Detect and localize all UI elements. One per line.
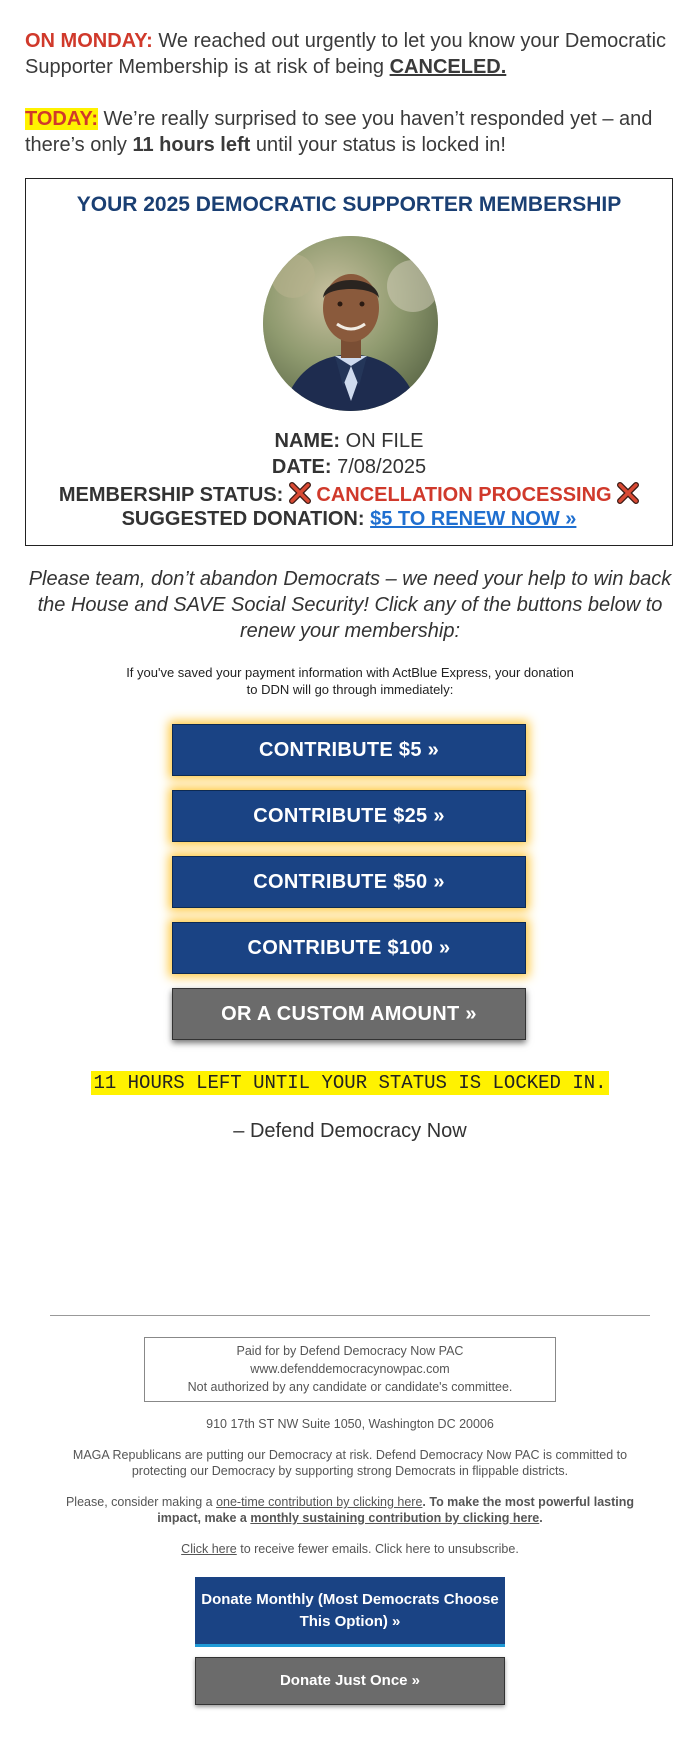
paid-for-box [144,1337,556,1402]
monday-label: ON MONDAY: [25,30,153,52]
consider-text: Please, consider making a [65,1495,217,1509]
status-value: CANCELLATION PROCESSING [316,484,612,506]
name-value: ON FILE [340,430,424,452]
one-time-contribution-link[interactable]: one-time contribution by clicking here [216,1495,423,1509]
today-label: TODAY: [25,108,98,130]
donation-label: SUGGESTED DONATION: [121,508,365,530]
mission-text: MAGA Republicans are putting our Democracy at risk. Defend Democracy Now PAC is committed to protecting our Democracy by supporting strong Democrats in flippable districts. [72,1448,628,1478]
donate-monthly-button[interactable]: Donate Monthly (Most Democrats Choose This Option) » [195,1577,505,1647]
portrait-photo [263,236,438,411]
actblue-express-note: If you've saved your payment information with ActBlue Express, your donation to DDN will go through immediately: [126,665,574,697]
canceled-text: CANCELED. [389,56,507,78]
today-paragraph [25,106,675,158]
status-row [26,482,672,507]
date-row [26,456,672,479]
name-row [26,430,672,453]
name-label: NAME: [274,430,341,452]
today-text-1: We’re really surprised to see you haven’t responded yet – and there’s only [25,108,653,156]
renew-now-link[interactable]: $5 TO RENEW NOW » [370,508,577,530]
unsubscribe-paragraph [55,1541,645,1557]
signature: – Defend Democracy Now [233,1120,467,1142]
fewer-emails-link[interactable]: Click here [181,1542,237,1556]
footer-divider [50,1315,650,1316]
lasting-impact-text: . To make the most powerful lasting impact, make a [157,1495,635,1525]
today-text-2: until your status is locked in! [250,134,506,156]
hours-left-text: 11 hours left [132,134,251,156]
address-text: 910 17th ST NW Suite 1050, Washington DC 20006 [206,1417,494,1431]
monday-paragraph [25,28,675,80]
website-text: www.defenddemocracynowpac.com [250,1362,450,1376]
monday-text: We reached out urgently to let you know your Democratic Supporter Membership is at risk of being [25,30,667,78]
cross-mark-icon [289,482,311,504]
not-authorized-text: Not authorized by any candidate or candidate's committee. [187,1380,513,1394]
status-label: MEMBERSHIP STATUS: [58,484,284,506]
plea-text: Please team, don’t abandon Democrats – we need your help to win back the House and SAVE Social Security! Click any of the buttons below to renew your membership: [28,568,672,642]
donate-once-button[interactable]: Donate Just Once » [195,1657,505,1705]
date-value: 7/08/2025 [331,456,427,478]
contribution-paragraph [55,1494,645,1526]
countdown-banner [0,1072,700,1094]
date-label: DATE: [271,456,332,478]
countdown-text: 11 HOURS LEFT UNTIL YOUR STATUS IS LOCKED IN. [93,1072,607,1094]
period-text: . [539,1511,543,1525]
contribute-100-button[interactable]: CONTRIBUTE $100 » [172,922,526,974]
contribute-5-button[interactable]: CONTRIBUTE $5 » [172,724,526,776]
contribute-50-button[interactable]: CONTRIBUTE $50 » [172,856,526,908]
monthly-contribution-link[interactable]: monthly sustaining contribution by clicking here [250,1511,540,1525]
donation-row [26,508,672,531]
unsubscribe-text: to receive fewer emails. Click here to unsubscribe. [236,1542,519,1556]
custom-amount-button[interactable]: OR A CUSTOM AMOUNT » [172,988,526,1040]
cross-mark-icon [617,482,639,504]
contribute-25-button[interactable]: CONTRIBUTE $25 » [172,790,526,842]
membership-card [25,178,673,546]
membership-title: YOUR 2025 DEMOCRATIC SUPPORTER MEMBERSHIP [76,193,622,216]
paid-for-text: Paid for by Defend Democracy Now PAC [236,1344,464,1358]
